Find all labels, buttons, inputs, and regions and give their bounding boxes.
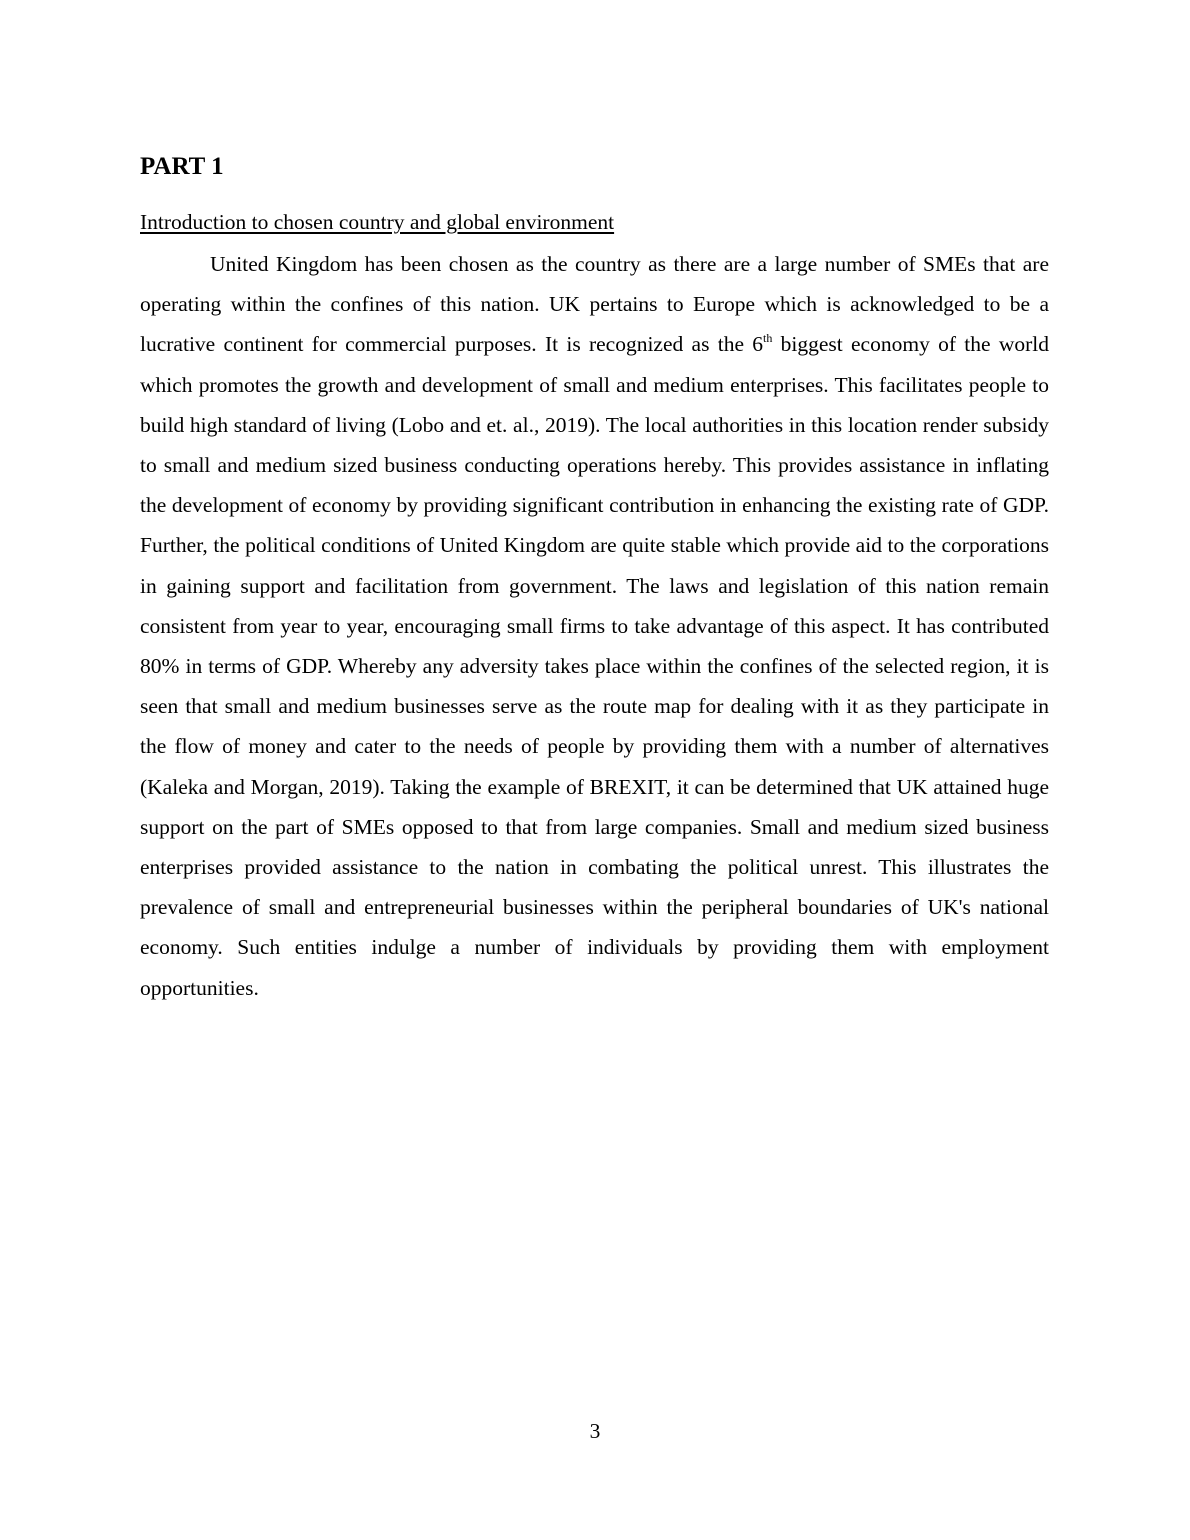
body-paragraph [140,244,1049,1008]
paragraph-text-start: United Kingdom has been chosen as the country as there are a large number of SMEs that are operating within the confines of this nation. UK pertains to Europe which is acknowledged to be a lucrative continent for commercial purposes. It is recognized as the 6 [140,252,1049,357]
ordinal-superscript: th [763,331,773,346]
section-heading: PART 1 [140,153,224,180]
paragraph-text-end: biggest economy of the world which promotes the growth and development of small and medium enterprises. This facilitates people to build high standard of living (Lobo and et. al., 2019). The local authorities in this location render subsidy to small and medium sized business conducting operations hereby. This provides assistance in inflating the development of economy by providing significant contribution in enhancing the existing rate of GDP. Further, the political conditions of United Kingdom are quite stable which provide aid to the corporations in gaining support and facilitation from government. The laws and legislation of this nation remain consistent from year to year, encouraging small firms to take advantage of this aspect. It has contributed 80% in terms of GDP. Whereby any adversity takes place within the confines of the selected region, it is seen that small and medium businesses serve as the route map for dealing with it as they participate in the flow of money and cater to the needs of people by providing them with a number of alternatives (Kaleka and Morgan, 2019). Taking the example of BREXIT, it can be determined that UK attained huge support on the part of SMEs opposed to that from large companies. Small and medium sized business enterprises provided assistance to the nation in combating the political unrest. This illustrates the prevalence of small and entrepreneurial businesses within the peripheral boundaries of UK's national economy. Such entities indulge a number of individuals by providing them with employment opportunities. [140,332,1049,1000]
page-number: 3 [589,1419,601,1443]
section-subheading: Introduction to chosen country and global environment [140,210,615,234]
